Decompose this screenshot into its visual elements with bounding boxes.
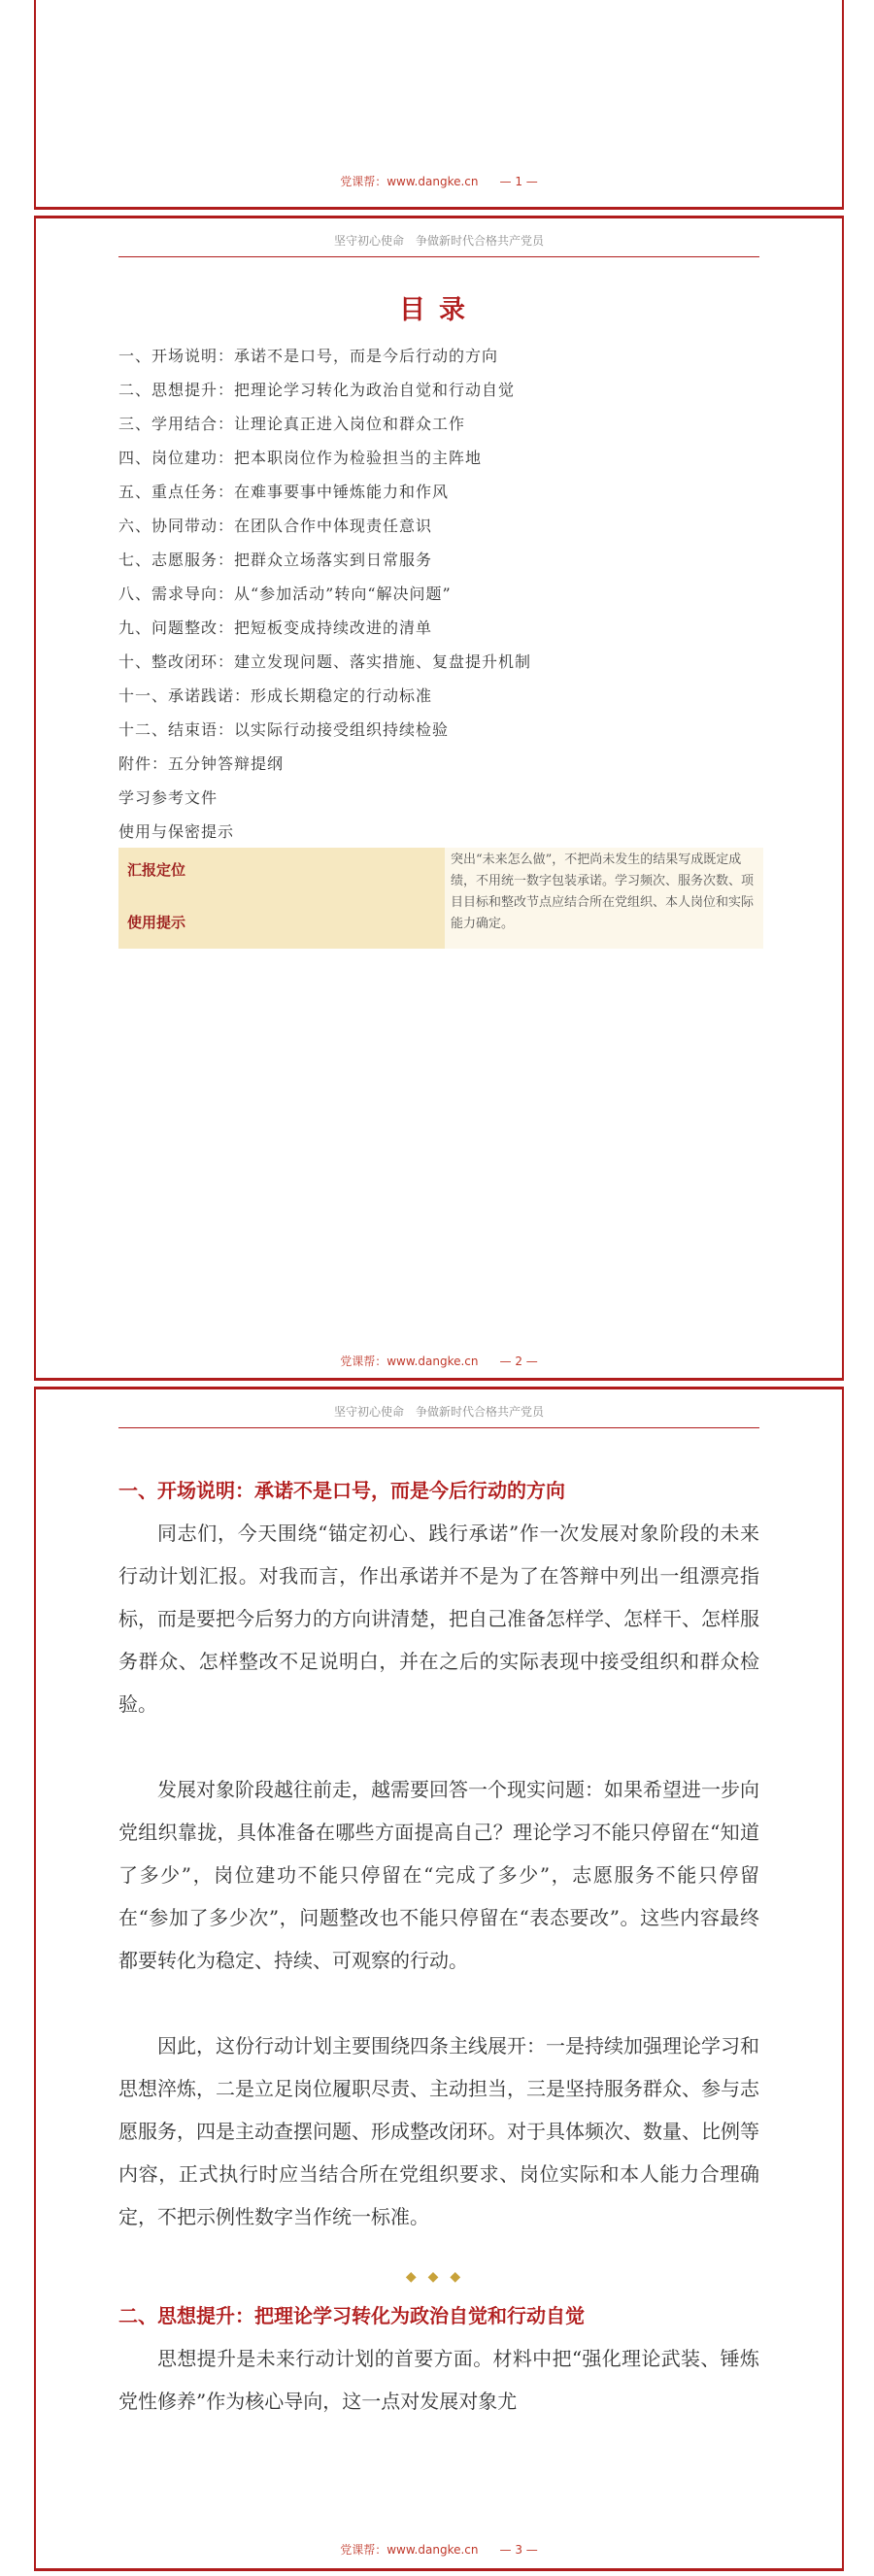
section-divider-ornament: ◆◆◆ bbox=[405, 2269, 473, 2285]
page-header: 坚守初心使命 争做新时代合格共产党员 bbox=[118, 232, 759, 257]
toc-item[interactable]: 二、思想提升：把理论学习转化为政治自觉和行动自觉 bbox=[118, 381, 516, 399]
body-paragraph: 因此，这份行动计划主要围绕四条主线展开：一是持续加强理论学习和思想淬炼，二是立足岗位履职尽责、主动担当，三是坚持服务群众、参与志愿服务，四是主动查摆问题、形成整改闭环。对于具体频次、数量、比例等内容，正式执行时应当结合所在党组织要求、岗位实际和本人能力合理确定，不把示例性数字当作统一标准。 bbox=[118, 2034, 759, 2228]
toc-item[interactable]: 四、岗位建功：把本职岗位作为检验担当的主阵地 bbox=[118, 449, 483, 467]
footer-page-number: — 2 — bbox=[499, 1355, 538, 1368]
toc-item[interactable]: 八、需求导向：从“参加活动”转向“解决问题” bbox=[118, 585, 452, 603]
toc-item[interactable]: 一、开场说明：承诺不是口号，而是今后行动的方向 bbox=[118, 347, 499, 365]
toc-item[interactable]: 六、协同带动：在团队合作中体现责任意识 bbox=[118, 517, 433, 535]
toc-item[interactable]: 九、问题整改：把短板变成持续改进的清单 bbox=[118, 619, 433, 637]
page-2 bbox=[34, 216, 844, 1381]
info-text-cell: 突出“未来怎么做”，不把尚未发生的结果写成既定成绩，不用统一数字包装承诺。学习频次、服务次数、项目目标和整改节点应结合所在党组织、本人岗位和实际能力确定。 bbox=[445, 848, 763, 949]
footer-page-number: — 1 — bbox=[499, 175, 538, 188]
toc-item[interactable]: 使用与保密提示 bbox=[118, 822, 235, 841]
footer-site: 党课帮：www.dangke.cn bbox=[340, 1355, 479, 1368]
toc-item[interactable]: 附件：五分钟答辩提纲 bbox=[118, 754, 285, 773]
toc-item[interactable]: 十一、承诺践诺：形成长期稳定的行动标准 bbox=[118, 686, 433, 705]
page-footer bbox=[36, 2541, 842, 2558]
footer-site: 党课帮：www.dangke.cn bbox=[340, 2543, 479, 2557]
toc-item[interactable]: 十二、结束语：以实际行动接受组织持续检验 bbox=[118, 720, 450, 739]
toc-item[interactable]: 三、学用结合：让理论真正进入岗位和群众工作 bbox=[118, 415, 466, 433]
section-title-opening: 一、开场说明：承诺不是口号，而是今后行动的方向 bbox=[118, 1479, 565, 1502]
section-title-thinking: 二、思想提升：把理论学习转化为政治自觉和行动自觉 bbox=[118, 2304, 585, 2327]
body-paragraph: 同志们，今天围绕“锚定初心、践行承诺”作一次发展对象阶段的未来行动计划汇报。对我而言，作出承诺并不是为了在答辩中列出一组漂亮指标，而是要把今后努力的方向讲清楚，把自己准备怎样学、怎样干、怎样服务群众、怎样整改不足说明白，并在之后的实际表现中接受组织和群众检验。 bbox=[118, 1522, 759, 1716]
body-paragraph: 思想提升是未来行动计划的首要方面。材料中把“强化理论武装、锤炼党性修养”作为核心导向，这一点对发展对象尤 bbox=[118, 2347, 759, 2413]
footer-site: 党课帮：www.dangke.cn bbox=[340, 175, 479, 188]
page-1 bbox=[34, 0, 844, 210]
toc-title: 目录 bbox=[399, 295, 479, 325]
usage-info-table bbox=[118, 848, 763, 949]
page-footer bbox=[36, 1353, 842, 1369]
page-footer bbox=[36, 173, 842, 189]
info-labels-cell bbox=[118, 848, 445, 949]
toc-item[interactable]: 七、志愿服务：把群众立场落实到日常服务 bbox=[118, 551, 433, 569]
toc-item[interactable]: 十、整改闭环：建立发现问题、落实措施、复盘提升机制 bbox=[118, 652, 532, 671]
page-3 bbox=[34, 1387, 844, 2571]
footer-page-number: — 3 — bbox=[499, 2543, 538, 2557]
toc-item[interactable]: 学习参考文件 bbox=[118, 788, 218, 807]
toc-list bbox=[118, 339, 759, 849]
body-paragraph: 发展对象阶段越往前走，越需要回答一个现实问题：如果希望进一步向党组织靠拢，具体准备在哪些方面提高自己？理论学习不能只停留在“知道了多少”，岗位建功不能只停留在“完成了多少”，志愿服务不能只停留在“参加了多少次”，问题整改也不能只停留在“表态要改”。这些内容最终都要转化为稳定、持续、可观察的行动。 bbox=[118, 1778, 759, 1972]
info-label-usage: 使用提示 bbox=[127, 914, 186, 931]
page-header: 坚守初心使命 争做新时代合格共产党员 bbox=[118, 1403, 759, 1428]
info-label-positioning: 汇报定位 bbox=[127, 861, 186, 879]
toc-item[interactable]: 五、重点任务：在难事要事中锤炼能力和作风 bbox=[118, 483, 450, 501]
